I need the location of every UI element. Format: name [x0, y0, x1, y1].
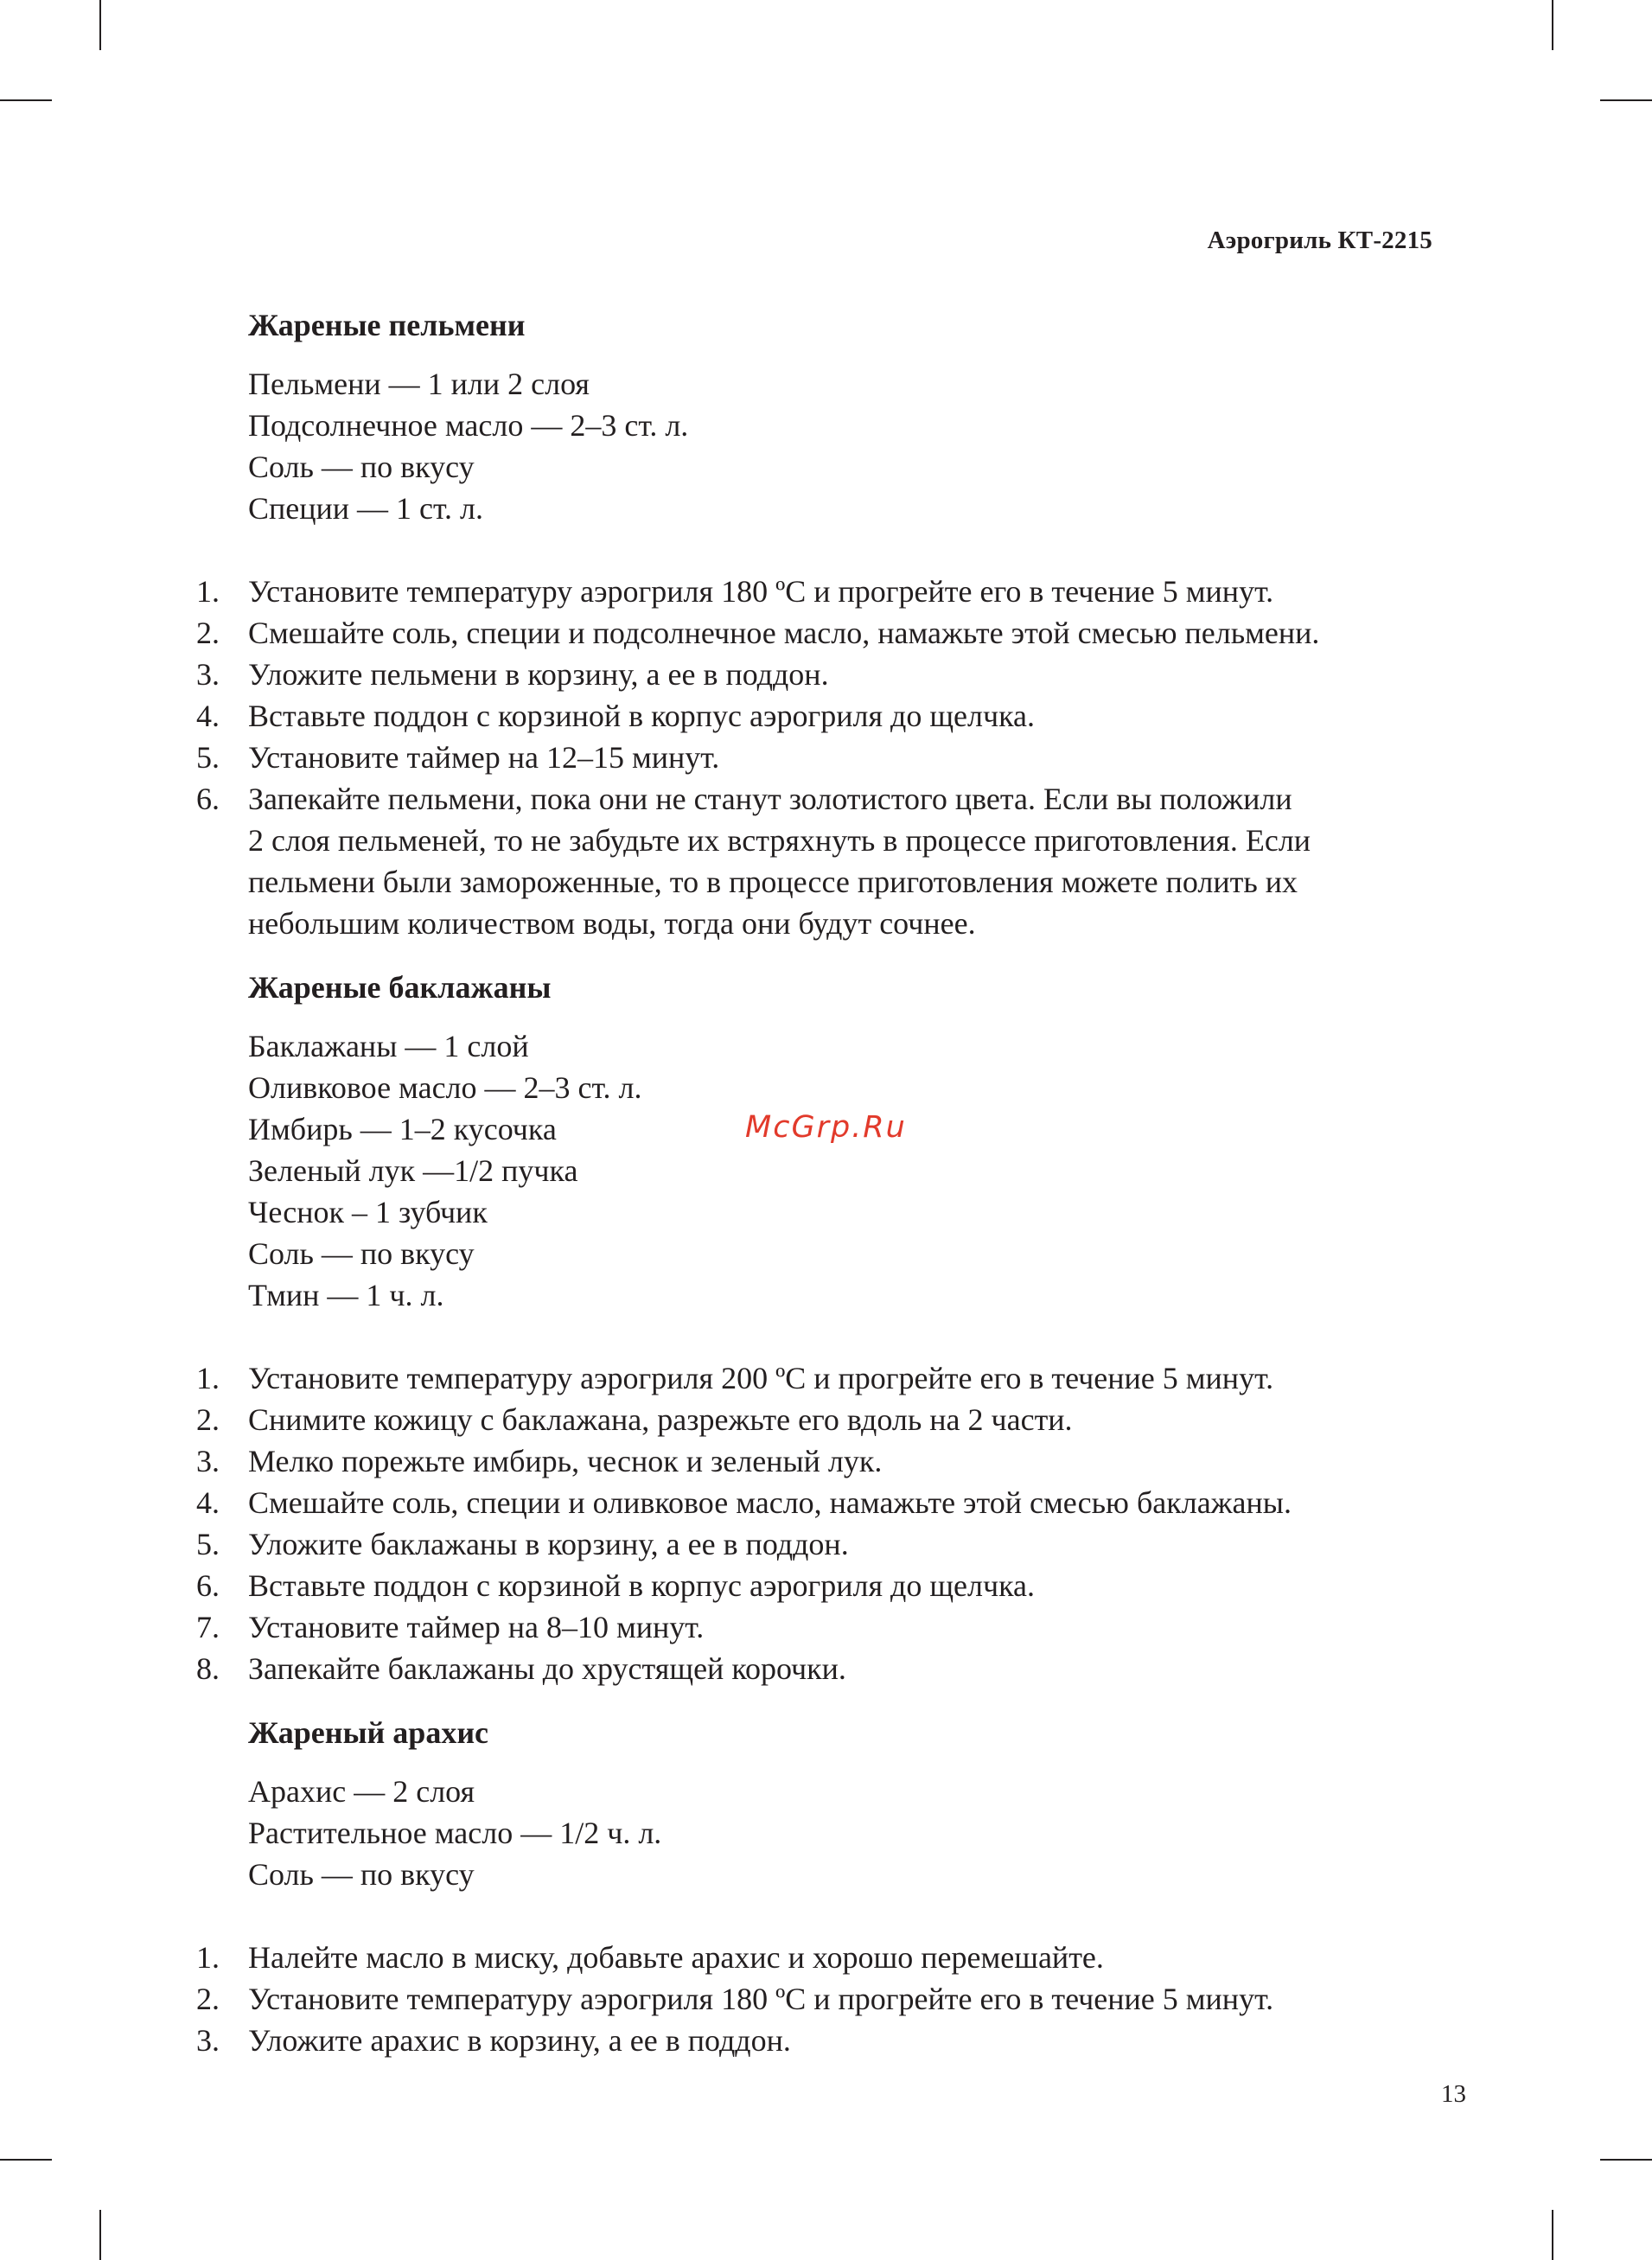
step-text-line: Установите температуру аэрогриля 180 ºС и прогрейте его в течение 5 минут.	[248, 1982, 1274, 2016]
step-number: 2.	[196, 616, 220, 650]
step-item	[196, 1978, 1476, 2020]
step-text-line: Вставьте поддон с корзиной в корпус аэрогриля до щелчка.	[248, 1568, 1036, 1603]
crop-mark-top-left-horizontal	[0, 99, 52, 101]
page-number: 13	[1441, 2080, 1466, 2108]
step-number: 8.	[196, 1651, 220, 1686]
step-number: 5.	[196, 1527, 220, 1561]
step-number: 3.	[196, 2023, 220, 2058]
crop-mark-bottom-left-horizontal	[0, 2159, 52, 2161]
recipe-section	[196, 304, 1476, 944]
step-item	[196, 571, 1476, 612]
step-number: 1.	[196, 1940, 220, 1975]
step-text-line: Установите таймер на 12–15 минут.	[248, 740, 720, 775]
ingredient-item: Соль — по вкусу	[248, 450, 475, 484]
crop-mark-top-right-vertical	[1552, 0, 1553, 50]
step-number: 6.	[196, 1568, 220, 1603]
ingredient-item: Чеснок – 1 зубчик	[248, 1195, 488, 1229]
step-text-line: Установите таймер на 8–10 минут.	[248, 1610, 705, 1644]
step-item	[196, 1606, 1476, 1648]
step-text-line: Уложите пельмени в корзину, а ее в поддон.	[248, 657, 829, 692]
watermark: McGrp.Ru	[745, 1110, 907, 1145]
step-number: 4.	[196, 1485, 220, 1520]
recipe-title: Жареный арахис	[248, 1715, 489, 1750]
step-item	[196, 2020, 1476, 2061]
crop-mark-bottom-right-horizontal	[1600, 2159, 1652, 2161]
step-text-line: 2 слоя пельменей, то не забудьте их встряхнуть в процессе приготовления. Если	[248, 823, 1311, 858]
step-number: 4.	[196, 699, 220, 733]
section-gap	[248, 1689, 1476, 1712]
ingredient-item: Соль — по вкусу	[248, 1236, 475, 1271]
section-gap	[248, 944, 1476, 967]
step-text-line: небольшим количеством воды, тогда они будут сочнее.	[248, 906, 976, 941]
step-text-line: Уложите баклажаны в корзину, а ее в поддон.	[248, 1527, 849, 1561]
step-text-line: Установите температуру аэрогриля 200 ºС и прогрейте его в течение 5 минут.	[248, 1361, 1274, 1395]
step-text-line: Запекайте баклажаны до хрустящей корочки.	[248, 1651, 846, 1686]
step-text-line: Запекайте пельмени, пока они не станут золотистого цвета. Если вы положили	[248, 782, 1292, 816]
recipe-title: Жареные пельмени	[248, 308, 526, 342]
ingredient-item: Растительное масло — 1/2 ч. л.	[248, 1816, 662, 1850]
ingredient-item: Баклажаны — 1 слой	[248, 1029, 529, 1063]
ingredient-item: Тмин — 1 ч. л.	[248, 1278, 444, 1312]
step-text-line: Мелко порежьте имбирь, чеснок и зеленый лук.	[248, 1444, 883, 1478]
recipe-title: Жареные баклажаны	[248, 970, 552, 1005]
step-number: 3.	[196, 1444, 220, 1478]
ingredient-item: Арахис — 2 слоя	[248, 1774, 475, 1809]
step-text-line: Смешайте соль, специи и подсолнечное масло, намажьте этой смесью пельмени.	[248, 616, 1320, 650]
step-item	[196, 1482, 1476, 1523]
step-text-line: Уложите арахис в корзину, а ее в поддон.	[248, 2023, 791, 2058]
recipe-section	[196, 1712, 1476, 2061]
running-header: Аэрогриль КТ-2215	[1207, 227, 1432, 254]
step-text-line: Вставьте поддон с корзиной в корпус аэрогриля до щелчка.	[248, 699, 1036, 733]
ingredient-item: Имбирь — 1–2 кусочка	[248, 1112, 557, 1146]
recipe-section	[196, 967, 1476, 1689]
step-number: 1.	[196, 574, 220, 609]
step-text-line: Смешайте соль, специи и оливковое масло, намажьте этой смесью баклажаны.	[248, 1485, 1292, 1520]
step-item	[196, 1399, 1476, 1440]
step-number: 3.	[196, 657, 220, 692]
step-number: 6.	[196, 782, 220, 816]
step-text-line: Снимите кожицу с баклажана, разрежьте его вдоль на 2 части.	[248, 1402, 1073, 1437]
step-list	[196, 1357, 1476, 1689]
step-item	[196, 1357, 1476, 1399]
crop-mark-bottom-left-vertical	[99, 2210, 101, 2260]
step-number: 1.	[196, 1361, 220, 1395]
ingredient-item: Оливковое масло — 2–3 ст. л.	[248, 1070, 642, 1105]
crop-mark-bottom-right-vertical	[1552, 2210, 1553, 2260]
step-item	[196, 1523, 1476, 1565]
ingredient-item: Подсолнечное масло — 2–3 ст. л.	[248, 408, 689, 443]
ingredient-list	[248, 363, 1476, 529]
step-number: 2.	[196, 1982, 220, 2016]
step-number: 7.	[196, 1610, 220, 1644]
ingredient-item: Пельмени — 1 или 2 слоя	[248, 367, 590, 401]
recipes-content	[196, 304, 1476, 2061]
step-item	[196, 737, 1476, 778]
step-item	[196, 1565, 1476, 1606]
step-item	[196, 695, 1476, 737]
step-list	[196, 571, 1476, 944]
step-text-line: пельмени были замороженные, то в процессе приготовления можете полить их	[248, 865, 1298, 899]
ingredient-item: Специи — 1 ст. л.	[248, 491, 484, 526]
step-item	[196, 1937, 1476, 1978]
ingredient-list	[248, 1025, 1476, 1316]
step-item	[196, 612, 1476, 654]
step-number: 5.	[196, 740, 220, 775]
step-item	[196, 654, 1476, 695]
step-list	[196, 1937, 1476, 2061]
ingredient-item: Соль — по вкусу	[248, 1857, 475, 1892]
step-text-line: Установите температуру аэрогриля 180 ºС и прогрейте его в течение 5 минут.	[248, 574, 1274, 609]
step-item	[196, 1440, 1476, 1482]
step-item	[196, 1648, 1476, 1689]
ingredient-list	[248, 1771, 1476, 1895]
ingredient-item: Зеленый лук —1/2 пучка	[248, 1153, 578, 1188]
crop-mark-top-right-horizontal	[1600, 99, 1652, 101]
step-number: 2.	[196, 1402, 220, 1437]
step-item	[196, 778, 1476, 944]
crop-mark-top-left-vertical	[99, 0, 101, 50]
step-text-line: Налейте масло в миску, добавьте арахис и хорошо перемешайте.	[248, 1940, 1104, 1975]
